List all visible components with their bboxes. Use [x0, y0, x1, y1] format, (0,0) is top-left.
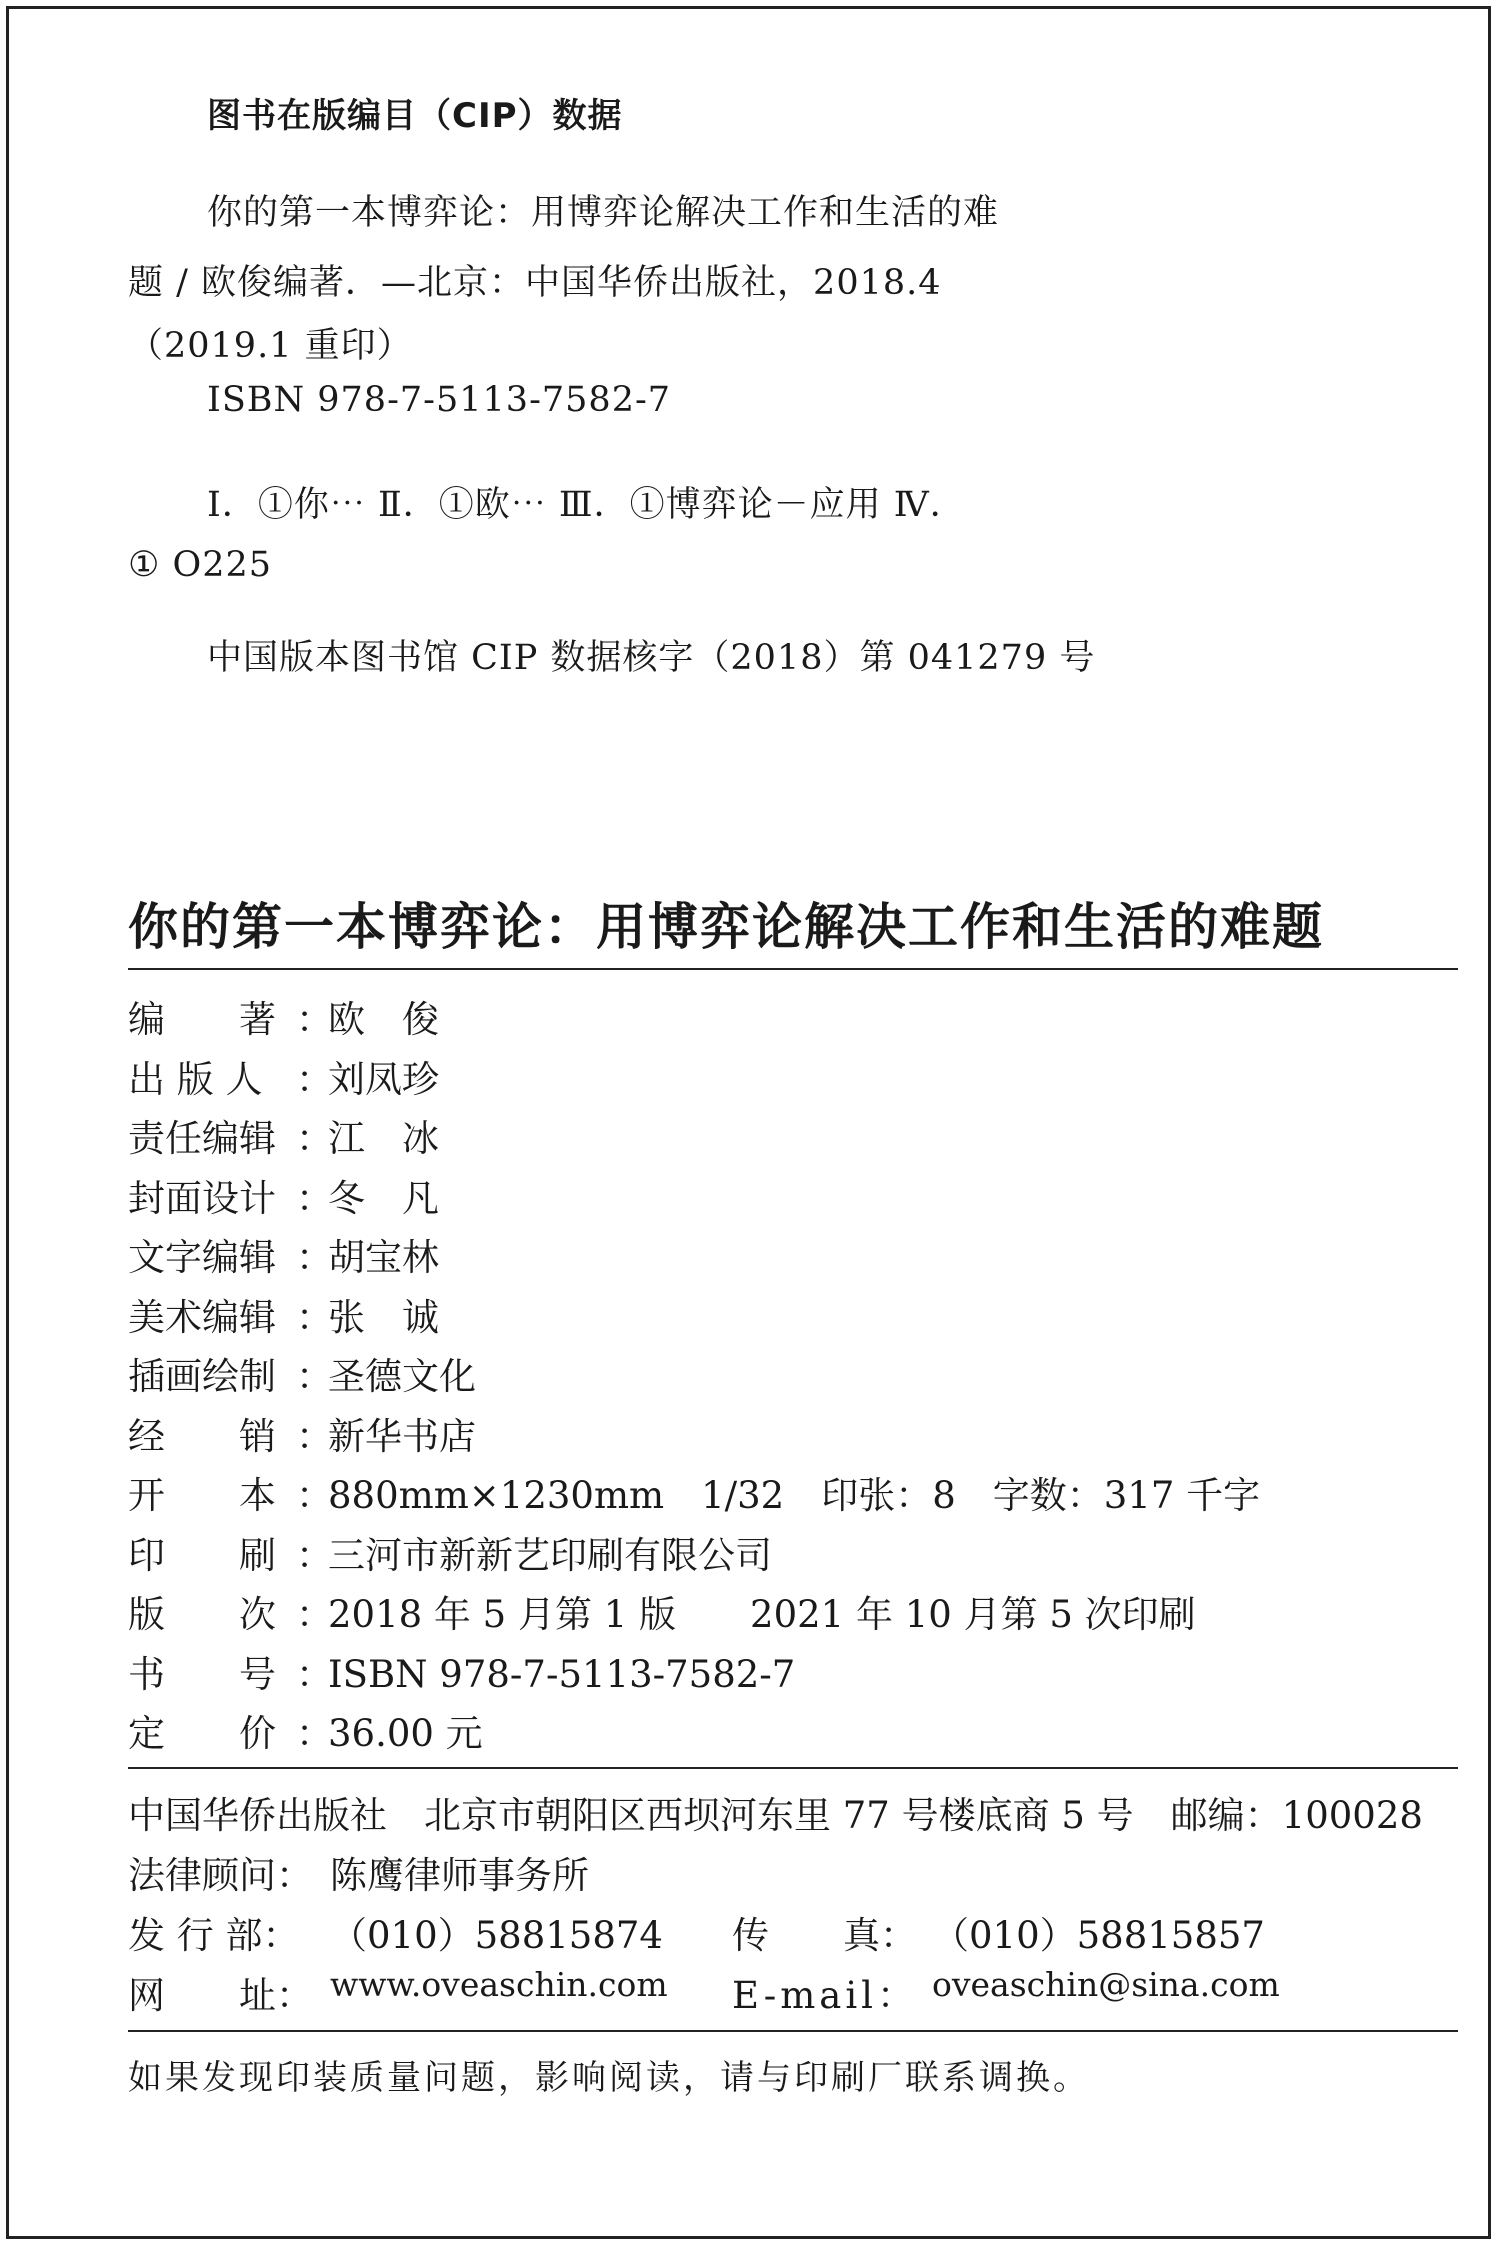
cip-title-line-3: （2019.1 重印）	[128, 326, 413, 366]
credit-label: 文字编辑	[128, 1236, 276, 1279]
distribution-phone: （010）58815874	[330, 1914, 663, 1957]
quality-notice: 如果发现印装质量问题，影响阅读，请与印刷厂联系调换。	[128, 2058, 1090, 2098]
credit-value: 36.00 元	[328, 1712, 483, 1755]
credit-colon: ：	[296, 1414, 333, 1458]
credit-colon: ：	[296, 1057, 333, 1101]
credit-value: 欧 俊	[328, 998, 439, 1041]
credit-label: 编 著	[128, 998, 276, 1041]
credit-colon: ：	[296, 1652, 333, 1696]
cip-classification-1: Ⅰ．①你⋯ Ⅱ．①欧⋯ Ⅲ．①博弈论－应用 Ⅳ．	[207, 485, 966, 525]
distribution-label: 发 行 部：	[128, 1914, 300, 1957]
credit-value: 刘凤珍	[328, 1057, 439, 1101]
credit-label: 开 本	[128, 1474, 276, 1517]
cip-classification-2: ① O225	[128, 545, 273, 585]
credit-label: 书 号	[128, 1652, 276, 1696]
website-label: 网 址：	[128, 1974, 313, 2017]
book-title: 你的第一本博弈论：用博弈论解决工作和生活的难题	[128, 898, 1324, 956]
credit-label: 经 销	[128, 1414, 276, 1458]
credit-colon: ：	[296, 1176, 333, 1220]
credit-label: 版 次	[128, 1593, 276, 1636]
legal-advisor-value: 陈鹰律师事务所	[330, 1854, 589, 1897]
credit-colon: ：	[296, 1295, 333, 1339]
credit-colon: ：	[296, 1117, 333, 1160]
website-url[interactable]: www.oveaschin.com	[330, 1965, 668, 2004]
credit-label: 定 价	[128, 1712, 276, 1755]
credit-value: 三河市新新艺印刷有限公司	[328, 1533, 772, 1577]
cip-record-number: 中国版本图书馆 CIP 数据核字（2018）第 041279 号	[207, 638, 1096, 678]
credit-colon: ：	[296, 1533, 333, 1577]
credit-value: 880mm×1230mm 1/32 印张：8 字数：317 千字	[328, 1474, 1261, 1517]
credit-value: 圣德文化	[328, 1355, 476, 1398]
credit-colon: ：	[296, 998, 333, 1041]
cip-heading: 图书在版编目（CIP）数据	[207, 96, 623, 136]
credit-colon: ：	[296, 1236, 333, 1279]
credit-colon: ：	[296, 1355, 333, 1398]
credit-colon: ：	[296, 1593, 333, 1636]
cip-title-line-1: 你的第一本博弈论：用博弈论解决工作和生活的难	[207, 193, 1000, 233]
credits-rule	[128, 1767, 1458, 1769]
footer-rule	[128, 2030, 1458, 2032]
credit-value: 冬 凡	[328, 1176, 439, 1220]
credit-label: 封面设计	[128, 1176, 276, 1220]
credit-label: 责任编辑	[128, 1117, 276, 1160]
credit-label: 插画绘制	[128, 1355, 276, 1398]
email-address[interactable]: oveaschin@sina.com	[932, 1965, 1280, 2004]
credit-value: 江 冰	[328, 1117, 439, 1160]
legal-advisor-label: 法律顾问：	[128, 1854, 313, 1897]
cip-isbn: ISBN 978-7-5113-7582-7	[207, 380, 672, 420]
publisher-address: 中国华侨出版社 北京市朝阳区西坝河东里 77 号楼底商 5 号 邮编：100028	[128, 1794, 1423, 1837]
credit-value: 2018 年 5 月第 1 版 2021 年 10 月第 5 次印刷	[328, 1593, 1196, 1636]
credit-value: 胡宝林	[328, 1236, 439, 1279]
credit-value: 新华书店	[328, 1414, 476, 1458]
credit-value: ISBN 978-7-5113-7582-7	[328, 1652, 796, 1696]
credit-label: 美术编辑	[128, 1295, 276, 1339]
credit-colon: ：	[296, 1712, 333, 1755]
fax-label: 传 真：	[732, 1914, 917, 1957]
cip-title-line-2: 题 / 欧俊编著．—北京：中国华侨出版社，2018.4	[128, 263, 942, 303]
email-label: E-mail：	[732, 1974, 919, 2017]
credit-value: 张 诚	[328, 1295, 439, 1339]
title-rule	[128, 968, 1458, 970]
credit-label: 出 版 人	[128, 1057, 263, 1101]
credit-label: 印 刷	[128, 1533, 276, 1577]
fax-number: （010）58815857	[932, 1914, 1265, 1957]
credit-colon: ：	[296, 1474, 333, 1517]
